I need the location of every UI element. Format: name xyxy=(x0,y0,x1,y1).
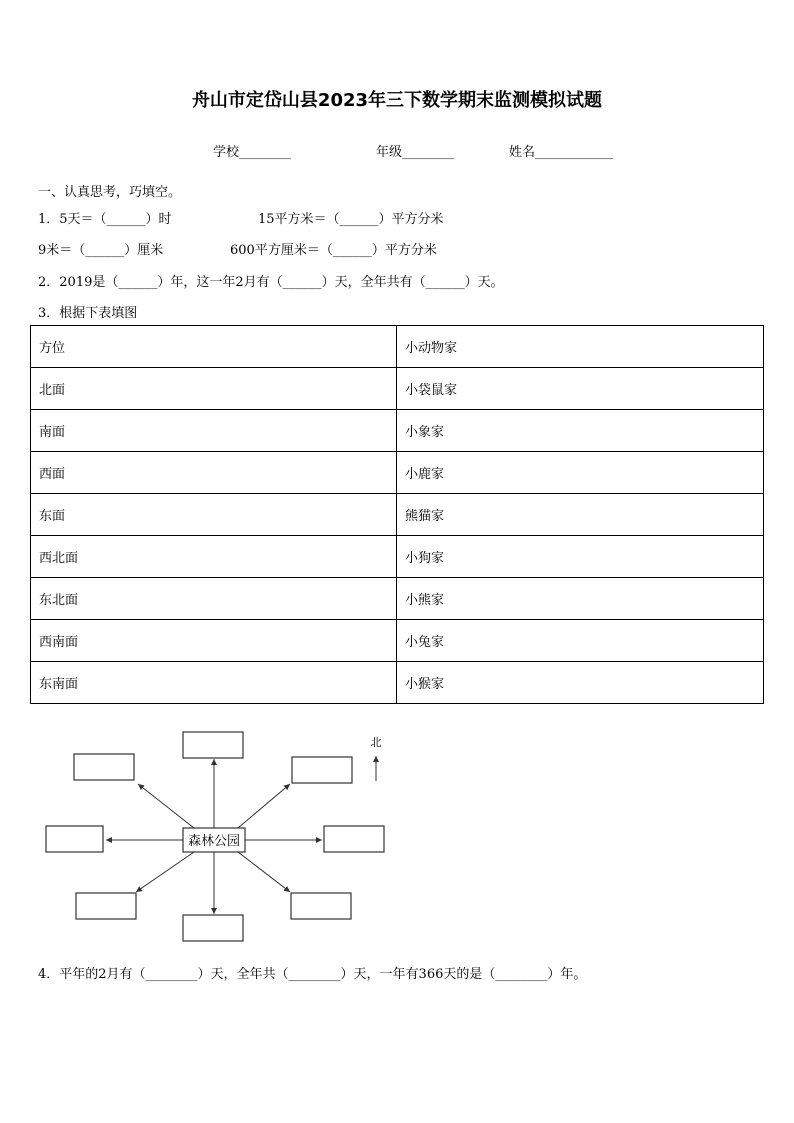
answer-box-west xyxy=(46,826,103,852)
table-cell: 熊猫家 xyxy=(397,494,764,536)
answer-box-east xyxy=(324,826,384,852)
answer-box-southwest xyxy=(76,893,136,919)
table-row xyxy=(31,368,764,410)
question-4: 4．平年的2月有（________）天，全年共（________）天，一年有366天的是（________）年。 xyxy=(38,967,587,982)
school-field: 学校________ xyxy=(213,145,292,160)
question-1d: 600平方厘米＝（______）平方分米 xyxy=(230,243,437,258)
question-2: 2．2019是（______）年，这一年2月有（______）天，全年共有（______）天。 xyxy=(38,275,504,290)
table-row xyxy=(31,410,764,452)
table-row xyxy=(31,326,764,368)
north-label: 北 xyxy=(370,736,382,749)
page-title: 舟山市定岱山县2023年三下数学期末监测模拟试题 xyxy=(191,90,603,111)
table-cell: 小象家 xyxy=(397,410,764,452)
direction-diagram xyxy=(38,726,398,948)
direction-table xyxy=(30,325,764,704)
name-field: 姓名____________ xyxy=(509,145,614,160)
table-cell: 小熊家 xyxy=(397,578,764,620)
question-1c: 9米＝（______）厘米 xyxy=(38,243,164,258)
table-row xyxy=(31,620,764,662)
table-cell: 北面 xyxy=(31,368,397,410)
table-row xyxy=(31,662,764,704)
table-cell: 东南面 xyxy=(31,662,397,704)
question-1b: 15平方米＝（______）平方分米 xyxy=(258,212,444,227)
answer-box-southeast xyxy=(291,893,351,919)
table-cell: 小狗家 xyxy=(397,536,764,578)
table-cell: 西北面 xyxy=(31,536,397,578)
table-cell: 小猴家 xyxy=(397,662,764,704)
table-cell: 西面 xyxy=(31,452,397,494)
answer-box-northeast xyxy=(292,757,352,783)
table-cell: 小袋鼠家 xyxy=(397,368,764,410)
table-cell: 东面 xyxy=(31,494,397,536)
table-cell: 方位 xyxy=(31,326,397,368)
table-row xyxy=(31,452,764,494)
question-3: 3．根据下表填图 xyxy=(38,306,138,321)
answer-box-south xyxy=(183,915,243,941)
table-cell: 小鹿家 xyxy=(397,452,764,494)
answer-box-northwest xyxy=(74,754,134,780)
table-cell: 小兔家 xyxy=(397,620,764,662)
forest-park-label: 森林公园 xyxy=(187,834,241,849)
answer-box-north xyxy=(183,732,243,758)
table-row xyxy=(31,578,764,620)
question-1a: 1．5天＝（______）时 xyxy=(38,212,172,227)
table-cell: 小动物家 xyxy=(397,326,764,368)
table-row xyxy=(31,494,764,536)
section-heading: 一、认真思考，巧填空。 xyxy=(38,185,182,200)
table-cell: 南面 xyxy=(31,410,397,452)
table-cell: 西南面 xyxy=(31,620,397,662)
table-row xyxy=(31,536,764,578)
table-cell: 东北面 xyxy=(31,578,397,620)
grade-field: 年级________ xyxy=(376,145,455,160)
